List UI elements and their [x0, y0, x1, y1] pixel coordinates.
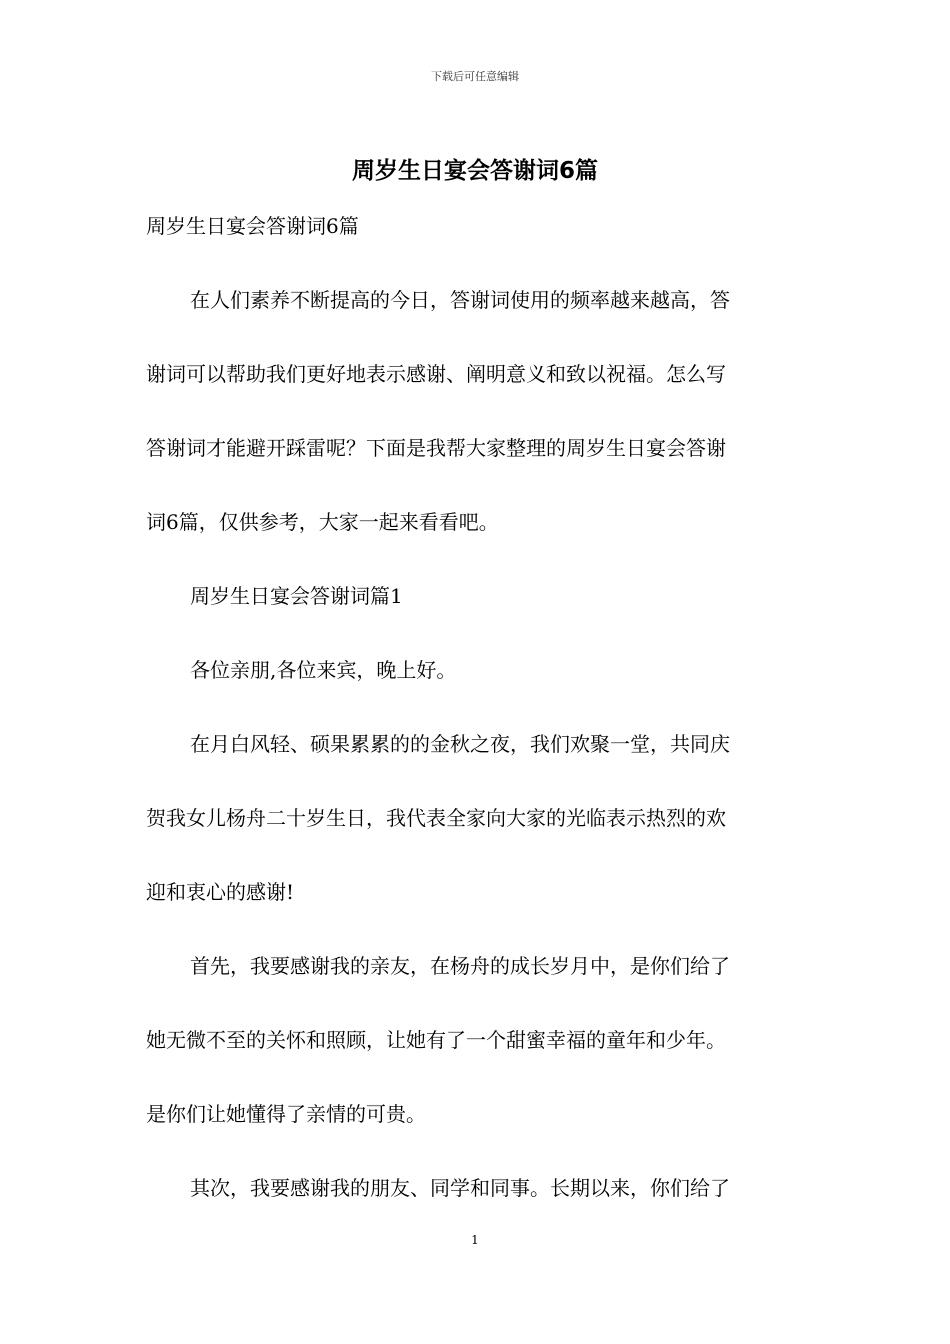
paragraph-line: 在月白风轻、硕果累累的的金秋之夜，我们欢聚一堂，共同庆	[190, 732, 730, 756]
document-title: 周岁生日宴会答谢词6篇	[351, 158, 598, 184]
paragraph-line: 首先，我要感谢我的亲友，在杨舟的成长岁月中，是你们给了	[190, 954, 730, 978]
subtitle-line: 周岁生日宴会答谢词6篇	[146, 214, 359, 238]
paragraph-line: 迎和衷心的感谢!	[146, 880, 295, 904]
paragraph-line: 谢词可以帮助我们更好地表示感谢、阐明意义和致以祝福。怎么写	[146, 362, 726, 386]
paragraph-line: 是你们让她懂得了亲情的可贵。	[146, 1102, 426, 1126]
paragraph-line: 在人们素养不断提高的今日，答谢词使用的频率越来越高，答	[190, 288, 730, 312]
paragraph-line: 她无微不至的关怀和照顾，让她有了一个甜蜜幸福的童年和少年。	[146, 1028, 726, 1052]
paragraph-line: 词6篇，仅供参考，大家一起来看看吧。	[146, 510, 499, 534]
paragraph-line: 其次，我要感谢我的朋友、同学和同事。长期以来，你们给了	[190, 1176, 730, 1200]
page-number: 1	[471, 1233, 479, 1247]
header-note: 下载后可任意编辑	[431, 70, 519, 83]
paragraph-line: 答谢词才能避开踩雷呢？下面是我帮大家整理的周岁生日宴会答谢	[146, 436, 726, 460]
paragraph-line: 贺我女儿杨舟二十岁生日，我代表全家向大家的光临表示热烈的欢	[146, 806, 726, 830]
section-heading: 周岁生日宴会答谢词篇1	[190, 584, 403, 608]
paragraph-line: 各位亲朋,各位来宾，晚上好。	[190, 658, 457, 682]
